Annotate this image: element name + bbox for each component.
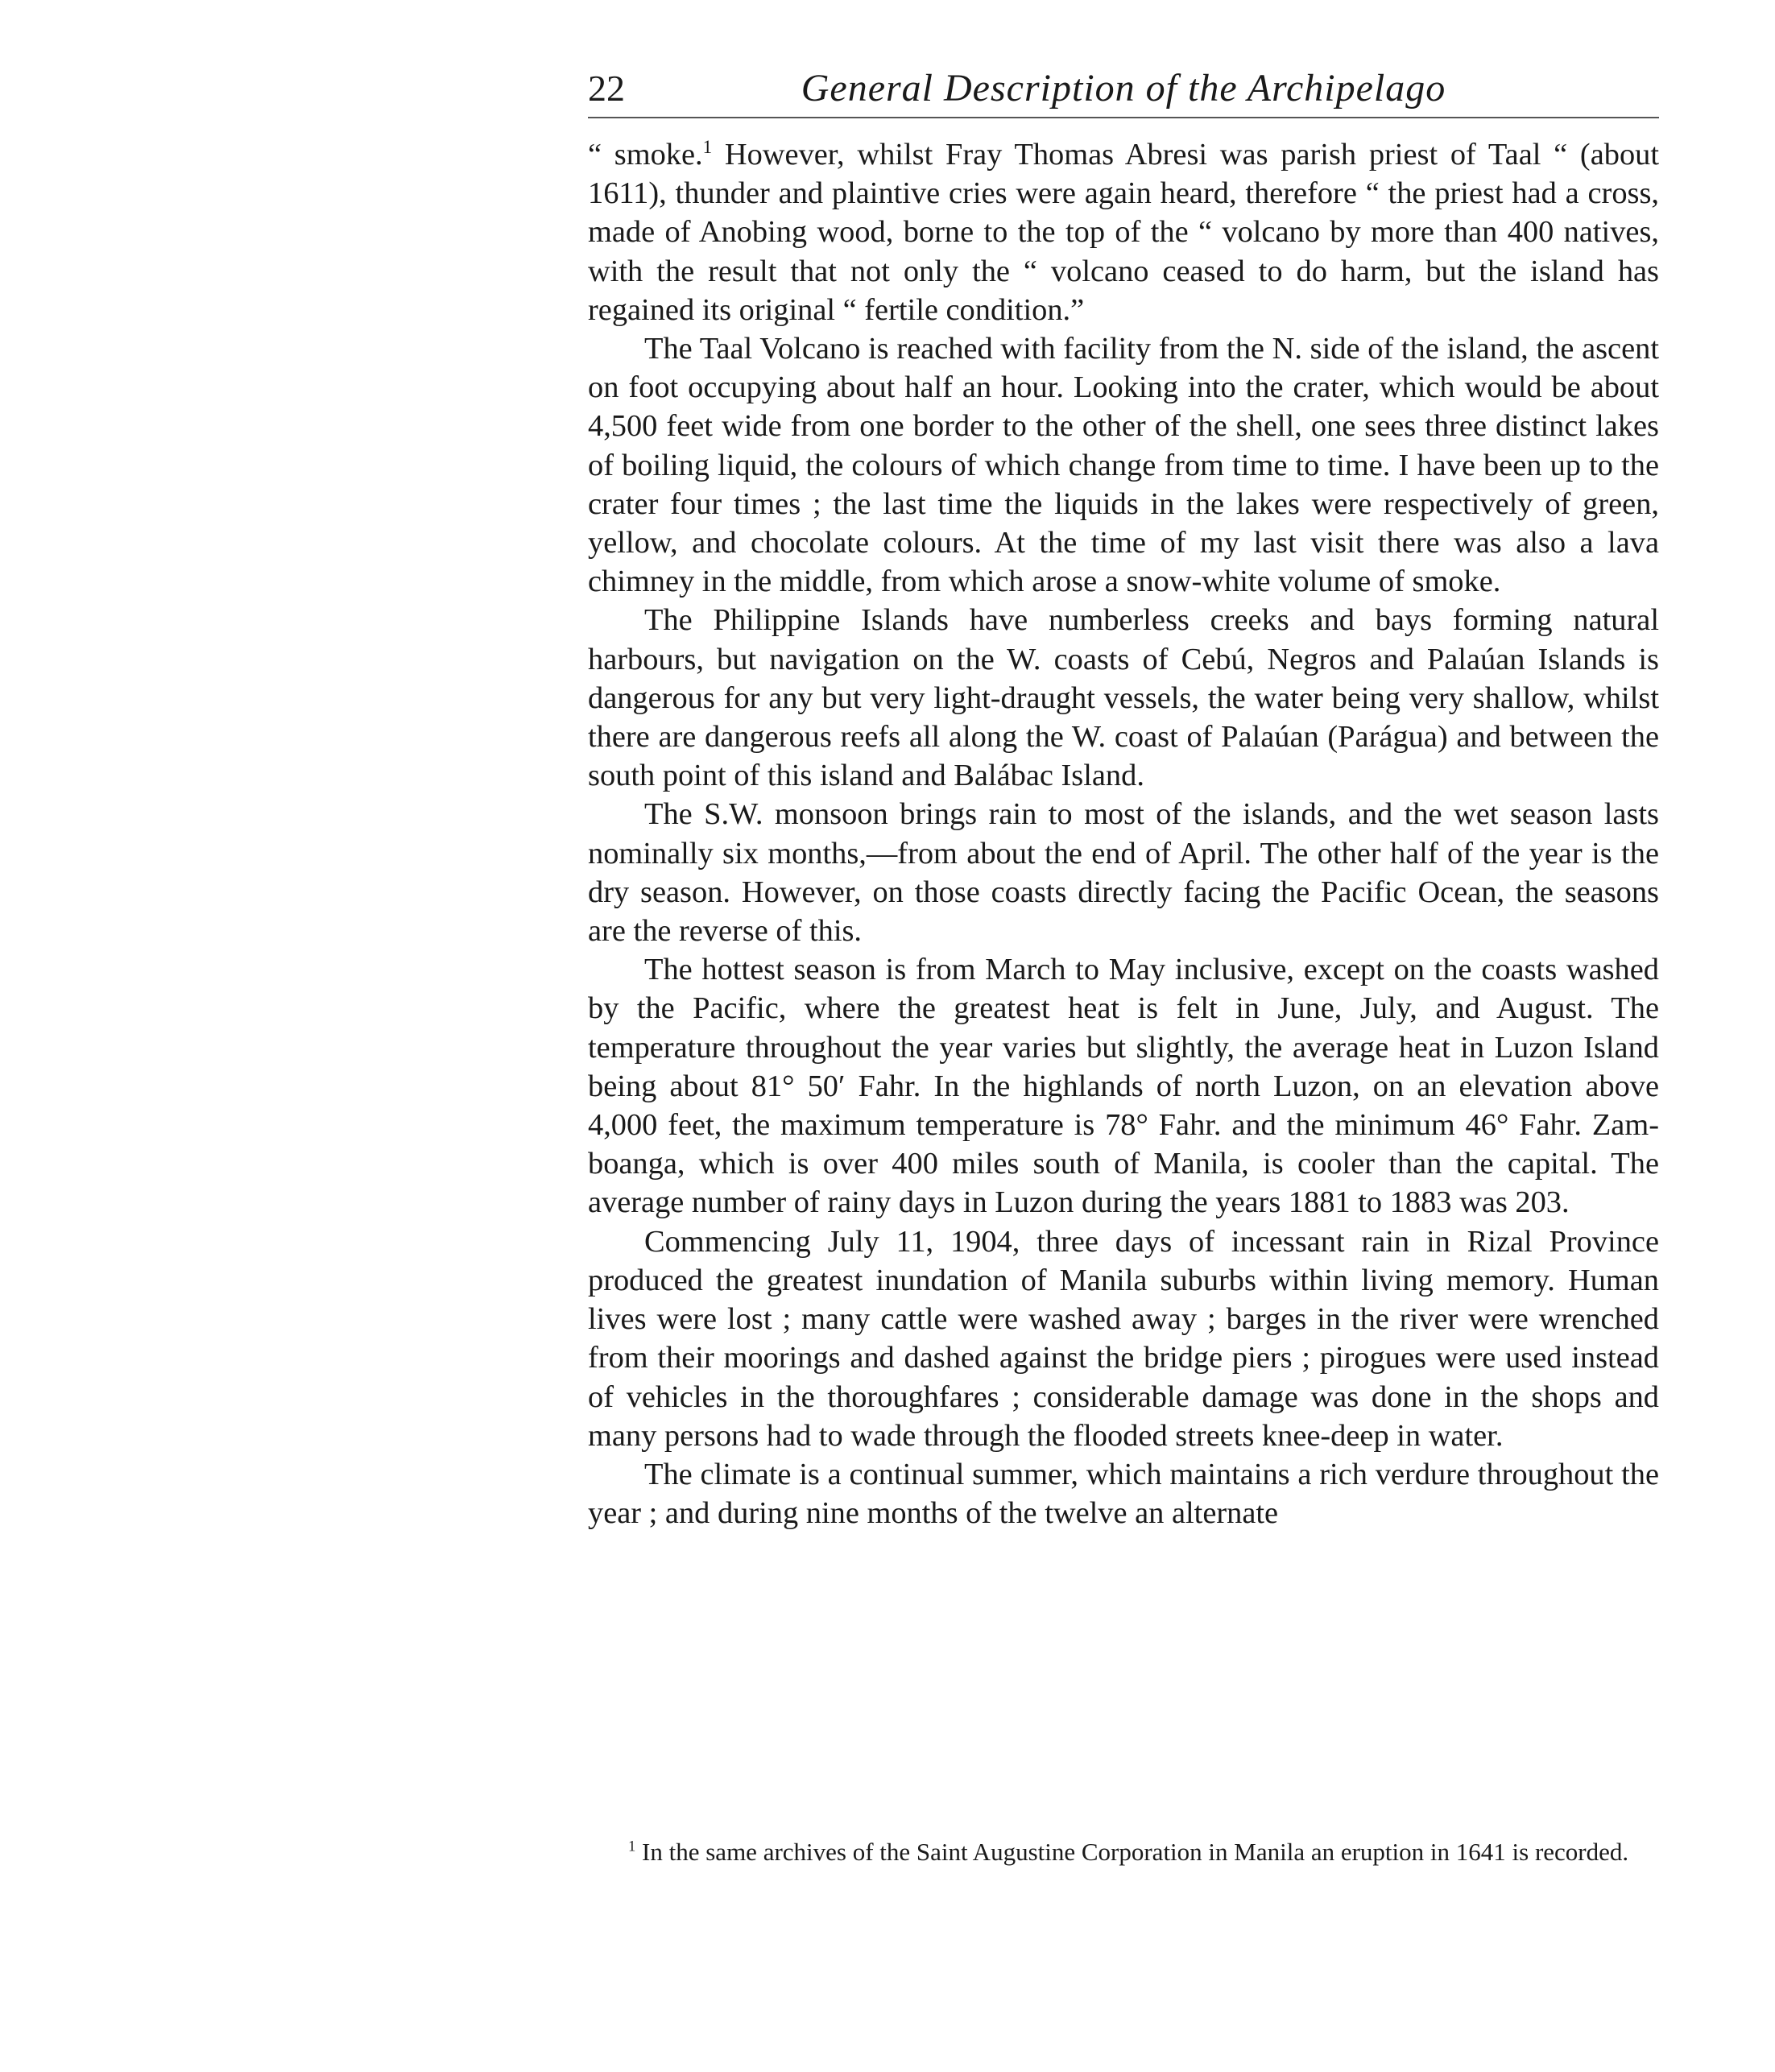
footnote-reference: 1 (702, 136, 713, 158)
paragraph-quote-continuation (588, 135, 1659, 329)
paragraph-taal-volcano: The Taal Volcano is reached with facility from the N. side of the island, the ascent on foot occupying about half an hour. Looking into the crater, which would be about 4,500 feet wide from one border to the other of the shell, one sees three distinct lakes of boiling liquid, the colours of which change from time to time. I have been up to the crater four times ; the last time the liquids in the lakes were respectively of green, yellow, and chocolate colours. At the time of my last visit there was also a lava chimney in the middle, from which arose a snow-white volume of smoke. (588, 332, 1659, 599)
running-head (588, 56, 1659, 121)
paragraph-text: “ smoke. (588, 138, 703, 172)
footnote-text: In the same archives of the Saint Augustine Corporation in Manila an eruption in 1641 is recorded. (635, 1838, 1629, 1866)
book-page (588, 0, 1659, 2072)
paragraph-hottest-season: The hottest season is from March to May inclusive, except on the coasts washed by the Pacific, where the greatest heat is felt in June, July, and August. The temperature throughout the year varies but slightly, the average heat in Luzon Island being about 81° 50′ Fahr. In the highlands of north Luzon, on an elevation above 4,000 feet, the maximum temperature is 78° Fahr. and the minimum 46° Fahr. Zamboanga, which is over 400 miles south of Manila, is cooler than the capital. The average number of rainy days in Luzon during the years 1881 to 1883 was 203. (588, 953, 1659, 1220)
footnote-marker: 1 (628, 1838, 636, 1855)
paragraph-text: However, whilst Fray Thomas Abresi was parish priest of Taal “ (about 1611), thunder and plaintive cries were again heard, therefore “ the priest had a cross, made of Anobing wood, borne to the top of the “ volcano by more than 400 natives, with the result that not only the “ volcano ceased to do harm, but the island has regained its original “ fertile condition.” (588, 138, 1660, 327)
footnote (588, 1838, 1659, 1867)
paragraph-inundation: Commencing July 11, 1904, three days of incessant rain in Rizal Province produced the greatest inundation of Manila suburbs within living memory. Human lives were lost ; many cattle were washed away ; barges in the river were wrenched from their moorings and dashed against the bridge piers ; pirogues were used instead of vehicles in the thoroughfares ; considerable damage was done in the shops and many persons had to wade through the flooded streets knee-deep in water. (588, 1224, 1659, 1453)
paragraph-harbours: The Philippine Islands have numberless creeks and bays forming natural harbours, but navigation on the W. coasts of Cebú, Negros and Palaúan Islands is dangerous for any but very light-draught vessels, the water being very shallow, whilst there are dangerous reefs all along the W. coast of Palaúan (Parágua) and between the south point of this island and Balábac Island. (588, 603, 1659, 793)
page-number: 22 (588, 68, 625, 109)
header-rule (588, 117, 1659, 118)
paragraph-climate: The climate is a continual summer, which maintains a rich verdure throughout the year ; and during nine months of the twelve an alternate (588, 1457, 1659, 1531)
body-text (588, 135, 1659, 1532)
paragraph-monsoon: The S.W. monsoon brings rain to most of the islands, and the wet season lasts nominally six months,—from about the end of April. The other half of the year is the dry season. However, on those coasts directly facing the Pacific Ocean, the seasons are the reverse of this. (588, 797, 1659, 949)
running-title: General Description of the Archipelago (801, 67, 1446, 110)
